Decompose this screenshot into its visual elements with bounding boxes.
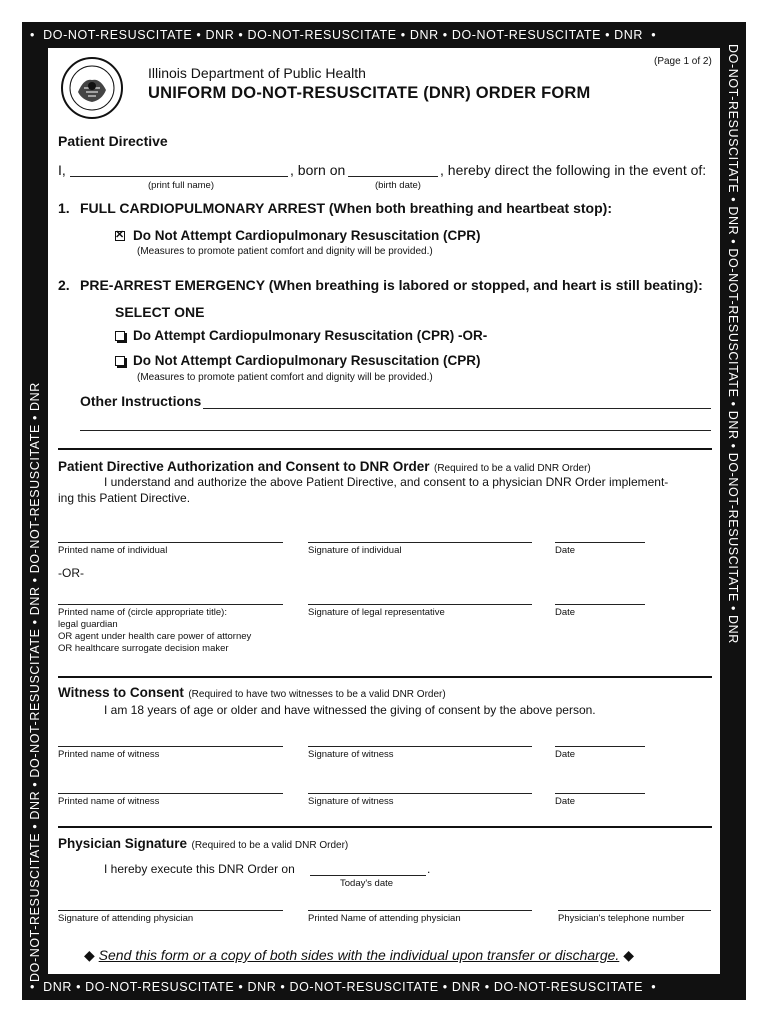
- other-instructions-label: Other Instructions: [80, 393, 202, 409]
- section1-do-not-attempt-checkbox[interactable]: [115, 231, 125, 241]
- or-separator: -OR-: [58, 566, 84, 580]
- border-left: [22, 22, 48, 1000]
- physician-printed-name-field[interactable]: [308, 910, 532, 911]
- witness2-signature-field[interactable]: [308, 793, 532, 794]
- signature-representative-caption: Signature of legal representative: [308, 607, 445, 618]
- witness1-printed-name-caption: Printed name of witness: [58, 749, 160, 760]
- witness-requirement: (Required to have two witnesses to be a valid DNR Order): [188, 689, 446, 700]
- page-indicator: (Page 1 of 2): [654, 56, 712, 67]
- other-instructions-field-1[interactable]: [203, 408, 711, 409]
- authorization-body-line1: I understand and authorize the above Patient Directive, and consent to a physician DNR Order implement-: [104, 475, 669, 489]
- section2-option-b-label: Do Not Attempt Cardiopulmonary Resuscitation (CPR): [133, 353, 481, 368]
- section2-option-b: [115, 353, 481, 368]
- printed-name-representative-field[interactable]: [58, 604, 283, 605]
- birth-date-caption: (birth date): [375, 180, 421, 191]
- witness1-printed-name-field[interactable]: [58, 746, 283, 747]
- physician-heading-row: [58, 835, 348, 853]
- todays-date-caption: Today's date: [340, 878, 394, 889]
- diamond-icon: ◆: [623, 947, 634, 963]
- physician-requirement: (Required to be a valid DNR Order): [191, 840, 349, 851]
- border-bottom-text: DNR • DO-NOT-RESUSCITATE • DNR • DO-NOT-RESUSCITATE • DNR • DO-NOT-RESUSCITATE: [43, 980, 644, 994]
- witness1-signature-caption: Signature of witness: [308, 749, 394, 760]
- section2-do-attempt-checkbox[interactable]: [115, 331, 125, 341]
- section1-option-note: (Measures to promote patient comfort and dignity will be provided.): [137, 246, 433, 257]
- date-representative-field[interactable]: [555, 604, 645, 605]
- border-top: • DO-NOT-RESUSCITATE • DNR • DO-NOT-RESUSCITATE • DNR • DO-NOT-RESUSCITATE • DNR •: [30, 28, 657, 42]
- date-individual-field[interactable]: [555, 542, 645, 543]
- section1-number: 1.: [58, 200, 70, 216]
- physician-telephone-field[interactable]: [558, 910, 711, 911]
- witness-heading: Witness to Consent: [58, 685, 184, 700]
- section2-option-a-label: Do Attempt Cardiopulmonary Resuscitation (CPR) -OR-: [133, 328, 488, 343]
- section2-number: 2.: [58, 277, 70, 293]
- signature-individual-caption: Signature of individual: [308, 545, 402, 556]
- physician-printed-name-caption: Printed Name of attending physician: [308, 913, 461, 924]
- footer-note: [84, 947, 634, 964]
- witness1-date-field[interactable]: [555, 746, 645, 747]
- witness-heading-row: [58, 684, 446, 702]
- signature-representative-field[interactable]: [308, 604, 532, 605]
- witness1-date-caption: Date: [555, 749, 576, 760]
- title-surrogate[interactable]: OR healthcare surrogate decision maker: [58, 643, 229, 654]
- section2-option-a: [115, 328, 487, 343]
- other-instructions-field-2[interactable]: [80, 430, 711, 431]
- section2-do-not-attempt-checkbox[interactable]: [115, 356, 125, 366]
- border-right: [720, 22, 746, 1000]
- illinois-seal-icon: [60, 56, 124, 120]
- physician-signature-field[interactable]: [58, 910, 283, 911]
- section-divider: [58, 826, 712, 828]
- select-one-label: SELECT ONE: [115, 304, 205, 320]
- signature-individual-field[interactable]: [308, 542, 532, 543]
- authorization-heading-row: [58, 458, 591, 476]
- department-name: Illinois Department of Public Health: [148, 65, 366, 81]
- witness-body: I am 18 years of age or older and have witnessed the giving of consent by the above person.: [104, 703, 596, 717]
- printed-name-title-caption: Printed name of (circle appropriate title):: [58, 607, 227, 618]
- physician-execute-label: I hereby execute this DNR Order on: [104, 862, 295, 876]
- directive-i-label: I,: [58, 162, 66, 178]
- physician-period: .: [427, 862, 431, 876]
- title-legal-guardian[interactable]: legal guardian: [58, 619, 118, 630]
- witness2-signature-caption: Signature of witness: [308, 796, 394, 807]
- witness2-date-caption: Date: [555, 796, 576, 807]
- section1-option: [115, 228, 481, 243]
- section2-option-b-note: (Measures to promote patient comfort and dignity will be provided.): [137, 372, 433, 383]
- date-individual-caption: Date: [555, 545, 576, 556]
- authorization-heading: Patient Directive Authorization and Consent to DNR Order: [58, 459, 430, 474]
- hereby-direct-label: , hereby direct the following in the event of:: [440, 162, 707, 178]
- physician-signature-caption: Signature of attending physician: [58, 913, 194, 924]
- title-agent-poa[interactable]: OR agent under health care power of attorney: [58, 631, 252, 642]
- border-right-text: DO-NOT-RESUSCITATE • DNR • DO-NOT-RESUSCITATE • DNR • DO-NOT-RESUSCITATE • DNR: [726, 44, 740, 644]
- printed-name-individual-field[interactable]: [58, 542, 283, 543]
- physician-heading: Physician Signature: [58, 836, 188, 851]
- border-bottom: • DNR • DO-NOT-RESUSCITATE • DNR • DO-NOT-RESUSCITATE • DNR • DO-NOT-RESUSCITATE •: [30, 980, 657, 994]
- print-full-name-caption: (print full name): [148, 180, 214, 191]
- border-top-text: DO-NOT-RESUSCITATE • DNR • DO-NOT-RESUSCITATE • DNR • DO-NOT-RESUSCITATE • DNR: [43, 28, 644, 42]
- birth-date-field[interactable]: [348, 176, 438, 177]
- todays-date-field[interactable]: [310, 875, 426, 876]
- section1-heading: FULL CARDIOPULMONARY ARREST (When both breathing and heartbeat stop):: [80, 200, 612, 216]
- witness1-signature-field[interactable]: [308, 746, 532, 747]
- footer-note-text: Send this form or a copy of both sides with the individual upon transfer or discharge.: [98, 947, 620, 963]
- section2-heading: PRE-ARREST EMERGENCY (When breathing is labored or stopped, and heart is still beating):: [80, 277, 703, 293]
- date-representative-caption: Date: [555, 607, 576, 618]
- physician-telephone-caption: Physician's telephone number: [558, 913, 685, 924]
- witness2-date-field[interactable]: [555, 793, 645, 794]
- border-left-text: DO-NOT-RESUSCITATE • DNR • DO-NOT-RESUSCITATE • DNR • DO-NOT-RESUSCITATE • DNR: [28, 382, 42, 982]
- section1-option-label: Do Not Attempt Cardiopulmonary Resuscitation (CPR): [133, 228, 481, 243]
- form-title: UNIFORM DO-NOT-RESUSCITATE (DNR) ORDER FORM: [148, 84, 591, 102]
- diamond-icon: ◆: [84, 947, 95, 963]
- printed-name-individual-caption: Printed name of individual: [58, 545, 168, 556]
- born-on-label: , born on: [290, 162, 346, 178]
- patient-directive-heading: Patient Directive: [58, 133, 168, 149]
- authorization-requirement: (Required to be a valid DNR Order): [434, 463, 591, 474]
- authorization-body-line2: ing this Patient Directive.: [58, 491, 191, 505]
- print-full-name-field[interactable]: [70, 176, 288, 177]
- witness2-printed-name-caption: Printed name of witness: [58, 796, 160, 807]
- section-divider: [58, 676, 712, 678]
- section-divider: [58, 448, 712, 450]
- witness2-printed-name-field[interactable]: [58, 793, 283, 794]
